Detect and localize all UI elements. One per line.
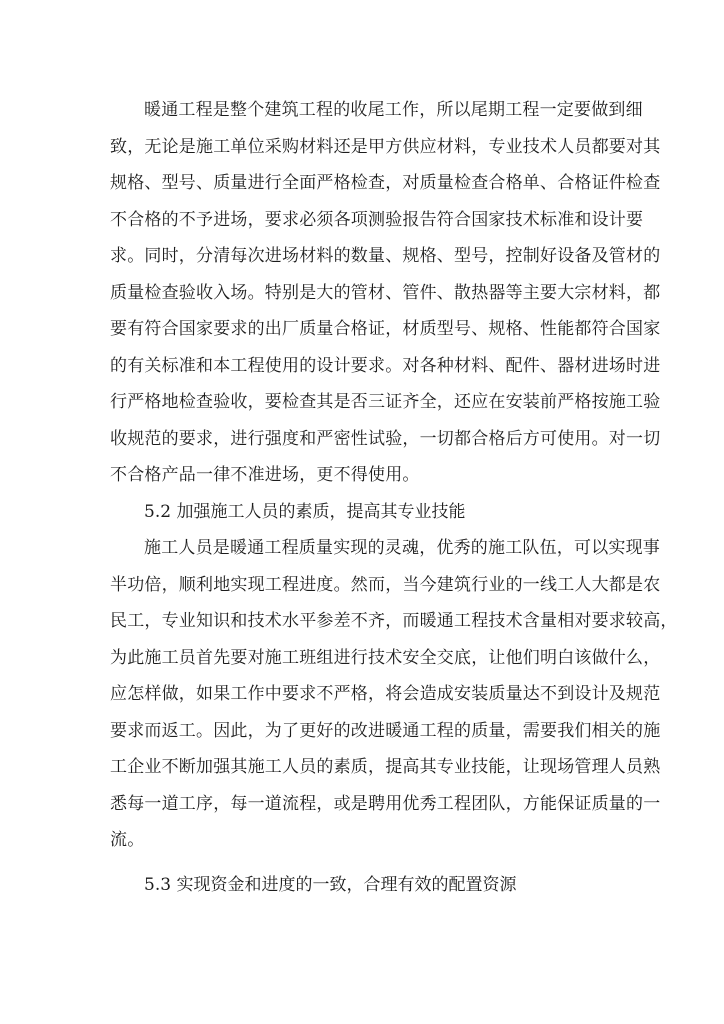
paragraph-line: 收规范的要求，进行强度和严密性试验，一切都合格后方可使用。对一切 <box>110 428 661 449</box>
paragraph-line: 暖通工程是整个建筑工程的收尾工作，所以尾期工程一定要做到细 <box>144 100 643 120</box>
paragraph-construction-staff <box>110 530 678 859</box>
paragraph-line: 要求而返工。因此，为了更好的改进暖通工程的质量，需要我们相关的施 <box>110 720 661 741</box>
paragraph-line: 致，无论是施工单位采购材料还是甲方供应材料，专业技术人员都要对其 <box>110 136 661 157</box>
section-gap <box>110 859 614 867</box>
paragraph-line: 为此施工员首先要对施工班组进行技术安全交底，让他们明白该做什么， <box>110 647 661 668</box>
paragraph-line: 质量检查验收入场。特别是大的管材、管件、散热器等主要大宗材料，都 <box>110 282 661 303</box>
paragraph-line: 民工，专业知识和技术水平参差不齐，而暖通工程技术含量相对要求较高， <box>110 611 678 631</box>
paragraph-line: 要有符合国家要求的出厂质量合格证，材质型号、规格、性能都符合国家 <box>110 319 661 339</box>
section-heading-5-3: 5.3 实现资金和进度的一致，合理有效的配置资源 <box>144 874 517 895</box>
paragraph-line: 应怎样做，如果工作中要求不严格，将会造成安装质量达不到设计及规范 <box>110 684 661 704</box>
paragraph-line: 悉每一道工序，每一道流程，或是聘用优秀工程团队，方能保证质量的一 <box>110 793 661 814</box>
paragraph-line: 施工人员是暖通工程质量实现的灵魂，优秀的施工队伍，可以实现事 <box>144 538 660 558</box>
paragraph-line: 流。 <box>110 830 145 850</box>
section-heading-5-2: 5.2 加强施工人员的素质，提高其专业技能 <box>144 501 466 522</box>
paragraph-line: 不合格的不予进场，要求必须各项测验报告符合国家技术标准和设计要 <box>110 209 644 230</box>
paragraph-material-inspection <box>110 92 661 494</box>
paragraph-line: 工企业不断加强其施工人员的素质，提高其专业技能，让现场管理人员熟 <box>110 757 661 777</box>
paragraph-line: 求。同时，分清每次进场材料的数量、规格、型号，控制好设备及管材的 <box>110 246 661 266</box>
paragraph-line: 行严格地检查验收，要检查其是否三证齐全，还应在安装前严格按施工验 <box>110 392 661 412</box>
paragraph-line: 半功倍，顺利地实现工程进度。然而，当今建筑行业的一线工人大都是农 <box>110 574 661 595</box>
paragraph-line: 的有关标准和本工程使用的设计要求。对各种材料、配件、器材进场时进 <box>110 355 661 376</box>
paragraph-line: 不合格产品一律不准进场，更不得使用。 <box>110 465 420 485</box>
paragraph-line: 规格、型号、质量进行全面严格检查，对质量检查合格单、合格证件检查 <box>110 173 661 193</box>
